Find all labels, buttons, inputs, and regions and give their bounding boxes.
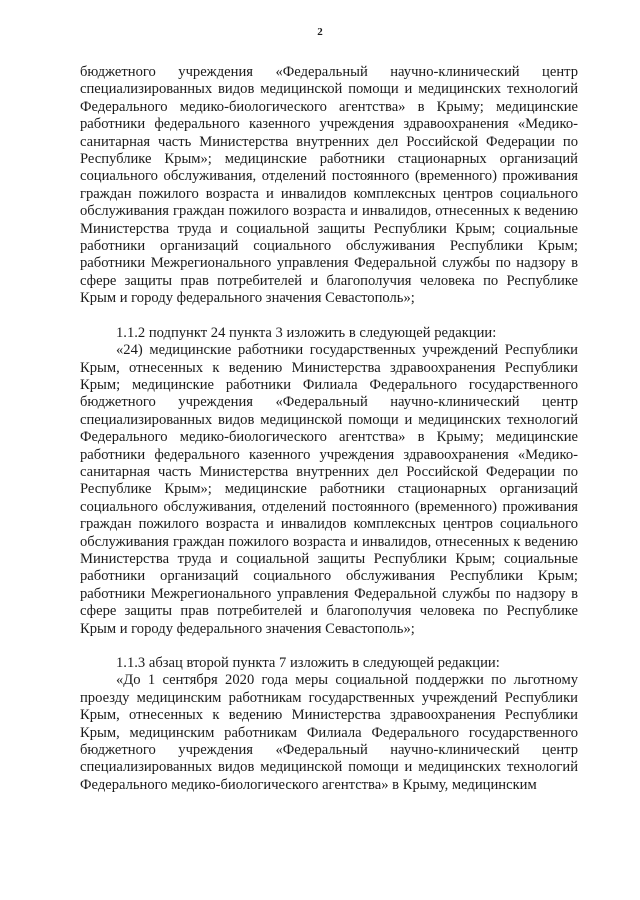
document-body	[80, 64, 578, 794]
page-number: 2	[317, 26, 323, 38]
paragraph-subitem-1-1-3: 1.1.3 абзац второй пункта 7 изложить в следующей редакции:	[116, 655, 500, 671]
paragraph-subitem-24-text: «24) медицинские работники государственных учреждений Республики Крым, отнесенных к ведению Министерства здравоохранения Республики Крым; медицинские работники Филиала Федерального государственного бюджетного учреждения «Федеральный научно-клинический центр специализированных видов медицинской помощи и медицинских технологий Федерального медико-биологического агентства» в Крыму; медицинские работники федерального казенного учреждения здравоохранения «Медико-санитарная часть Министерства внутренних дел Российской Федерации по Республике Крым»; медицинские работники стационарных организаций социального обслуживания, отделений постоянного (временного) проживания граждан пожилого возраста и инвалидов комплексных центров социального обслуживания граждан пожилого возраста и инвалидов, отнесенных к ведению Министерства труда и социальной защиты Республики Крым; социальные работники организаций социального обслуживания Республики Крым; работники Межрегионального управления Федеральной службы по надзору в сфере защиты прав потребителей и благополучия человека по Республике Крым и городу федерального значения Севастополь»;	[80, 342, 578, 637]
paragraph-continuation: бюджетного учреждения «Федеральный научно-клинический центр специализированных видов медицинской помощи и медицинских технологий Федерального медико-биологического агентства» в Крыму; медицинские работники федерального казенного учреждения здравоохранения «Медико-санитарная часть Министерства внутренних дел Российской Федерации по Республике Крым»; медицинские работники стационарных организаций социального обслуживания, отделений постоянного (временного) проживания граждан пожилого возраста и инвалидов комплексных центров социального обслуживания граждан пожилого возраста и инвалидов, отнесенных к ведению Министерства труда и социальной защиты Республики Крым; социальные работники организаций социального обслуживания Республики Крым; работники Межрегионального управления Федеральной службы по надзору в сфере защиты прав потребителей и благополучия человека по Республике Крым и городу федерального значения Севастополь»;	[80, 64, 578, 307]
paragraph-item-7-text: «До 1 сентября 2020 года меры социальной поддержки по льготному проезду медицинским работникам государственных учреждений Республики Крым, отнесенных к ведению Министерства здравоохранения Республики Крым, медицинским работникам Филиала Федерального государственного бюджетного учреждения «Федеральный научно-клинический центр специализированных видов медицинской помощи и медицинских технологий Федерального медико-биологического агентства» в Крыму, медицинским	[80, 672, 578, 793]
paragraph-subitem-1-1-2: 1.1.2 подпункт 24 пункта 3 изложить в следующей редакции:	[116, 324, 497, 341]
